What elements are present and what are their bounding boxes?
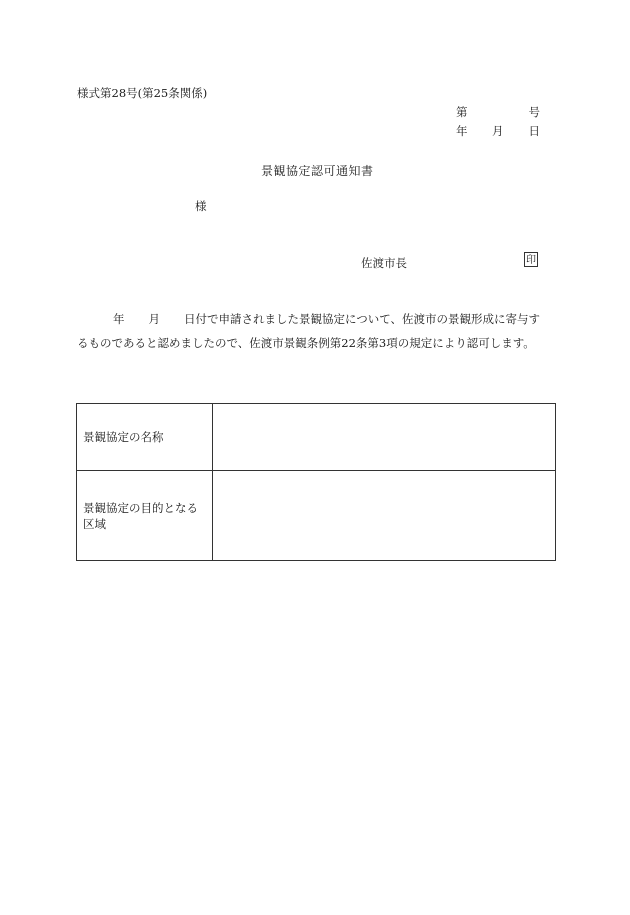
document-title: 景観協定認可通知書 (261, 164, 374, 178)
document-number (456, 104, 540, 120)
notice-body-line-2: るものであると認めましたので、佐渡市景観条例第22条第3項の規定により認可します。 (77, 336, 535, 350)
recipient-suffix: 様 (195, 199, 207, 213)
document-date (456, 123, 540, 139)
agreement-name-label: 景観協定の名称 (77, 404, 213, 471)
agreement-area-label: 景観協定の目的となる区域 (77, 471, 213, 561)
body-year-label: 年 (113, 312, 125, 326)
table-row (77, 404, 556, 471)
seal-mark: 印 (524, 252, 538, 267)
issuer-name: 佐渡市長 (361, 256, 407, 270)
body-line1-text: 日付で申請されました景観協定について、佐渡市の景観形成に寄与す (184, 312, 541, 326)
form-number: 様式第28号(第25条関係) (77, 86, 208, 100)
date-day-label: 日 (528, 124, 540, 138)
date-year-label: 年 (456, 124, 468, 138)
document-number-suffix: 号 (528, 105, 540, 119)
notice-body (77, 307, 557, 355)
document-number-prefix: 第 (456, 105, 468, 119)
body-month-label: 月 (148, 312, 160, 326)
table-row (77, 471, 556, 561)
agreement-area-value (213, 471, 556, 561)
date-month-label: 月 (492, 124, 504, 138)
agreement-info-table (76, 403, 556, 561)
agreement-name-value (213, 404, 556, 471)
notice-body-line-1 (77, 307, 557, 331)
